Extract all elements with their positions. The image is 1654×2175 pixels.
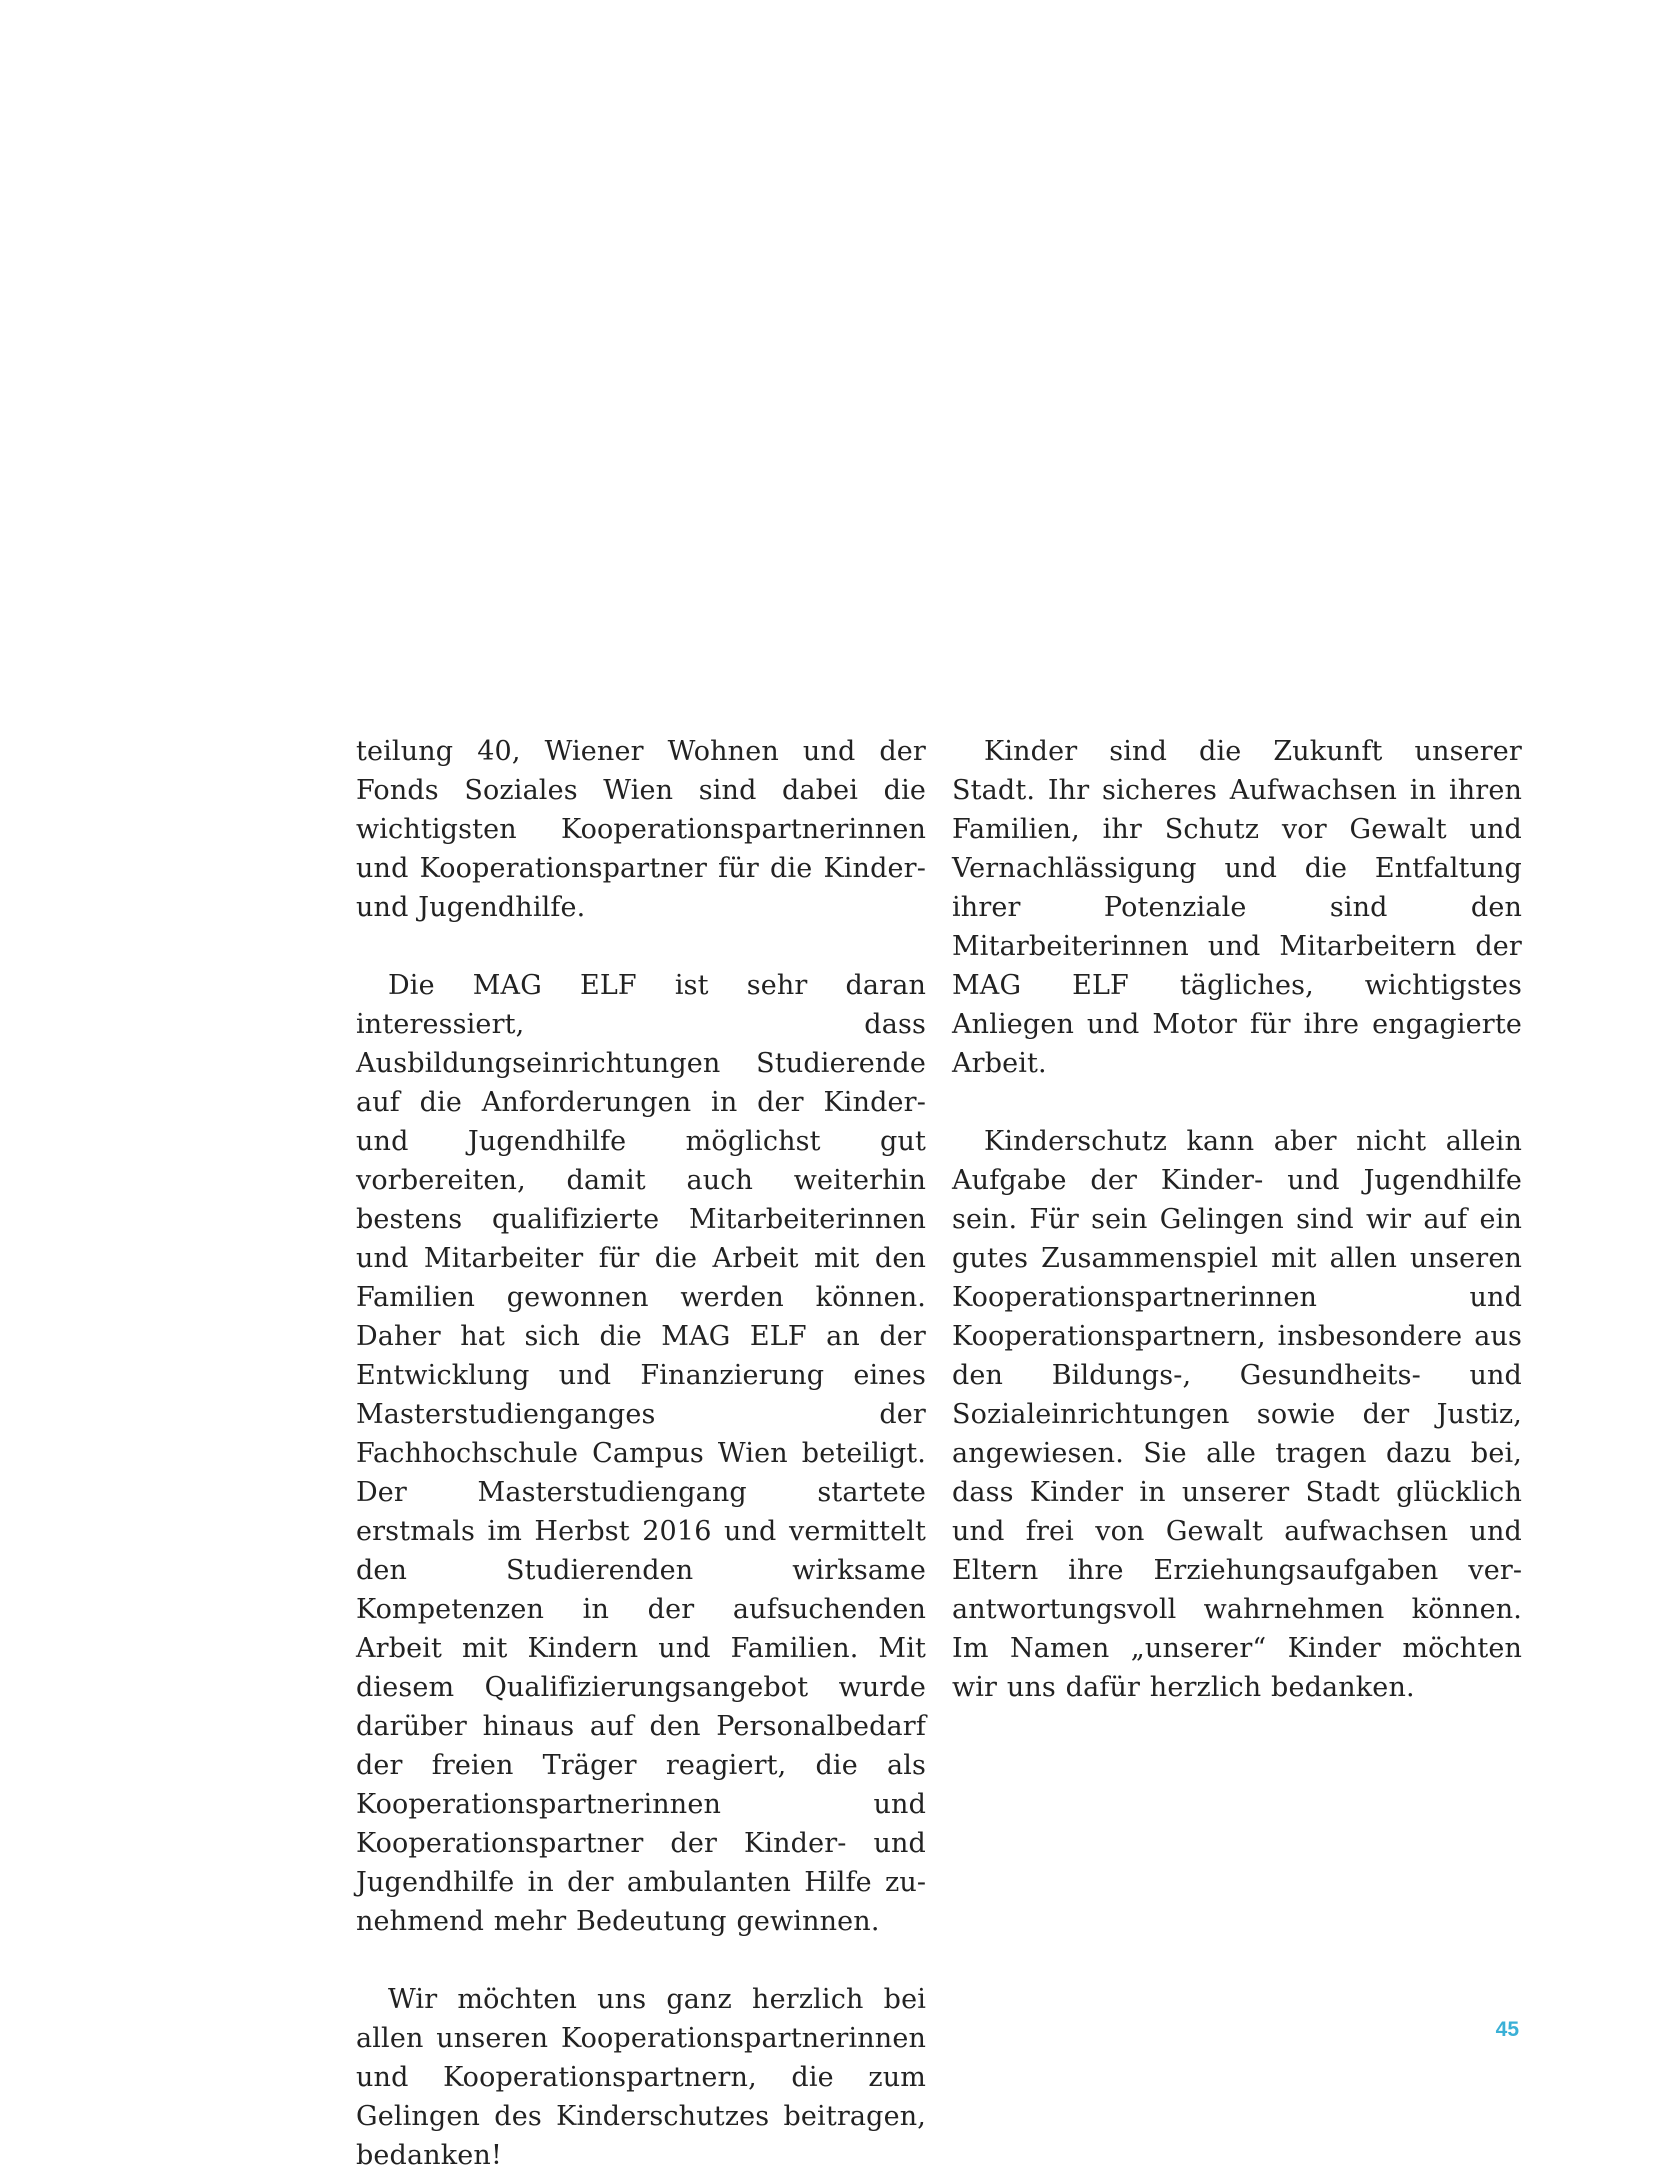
paragraph-child-protection: Kinderschutz kann aber nicht allein Aufgabe der Kinder- und Jugendhilfe sein. Für sein Gelingen sind wir auf ein gutes Zusammenspiel mit allen unseren Kooperationspartnerinnen und Kooperationspartnern, insbesondere aus den Bildungs-, Gesundheits- und Sozialeinrichtungen sowie der Justiz, angewiesen. Sie alle tragen dazu bei, dass Kinder in unserer Stadt glücklich und frei von Gewalt aufwachsen und Eltern ihre Erziehungsaufgaben verantwortungsvoll wahrnehmen können. Im Namen „unserer“ Kinder möchten wir uns dafür herzlich bedanken. — [952, 1126, 1522, 1703]
paragraph-cooperation-partners: teilung 40, Wiener Wohnen und der Fonds Soziales Wien sind dabei die wichtigsten Kooperationspartnerinnen und Kooperationspartner für die Kinder- und Jugendhilfe. — [356, 736, 926, 923]
text-column-right — [952, 732, 1522, 1707]
paragraph-education-masters: Die MAG ELF ist sehr daran interessiert, dass Ausbildungseinrichtungen Studierende auf die Anforderungen in der Kinder- und Jugendhilfe möglichst gut vorbereiten, damit auch weiterhin bestens qualifizierte Mitarbeiterinnen und Mitarbeiter für die Arbeit mit den Familien gewonnen werden können. Daher hat sich die MAG ELF an der Entwicklung und Finanzierung eines Masterstudienganges der Fachhochschule Campus Wien beteiligt. Der Masterstudiengang startete erstmals im Herbst 2016 und vermittelt den Studierenden wirksame Kompetenzen in der aufsuchenden Arbeit mit Kindern und Familien. Mit diesem Qualifizierungsangebot wurde darüber hinaus auf den Personalbedarf der freien Träger reagiert, die als Kooperationspartnerinnen und Kooperationspartner der Kinder- und Jugendhilfe in der ambulanten Hilfe zunehmend mehr Bedeutung gewinnen. — [356, 970, 926, 1937]
text-column-left — [356, 732, 926, 2175]
paragraph-thanks-partners: Wir möchten uns ganz herzlich bei allen unseren Kooperationspartnerinnen und Kooperationspartnern, die zum Gelingen des Kinderschutzes beitragen, bedanken! — [356, 1984, 926, 2171]
page-number: 45 — [1495, 2018, 1519, 2041]
paragraph-children-future: Kinder sind die Zukunft unserer Stadt. Ihr sicheres Aufwachsen in ihren Familien, ihr Schutz vor Gewalt und Vernachlässigung und die Entfaltung ihrer Potenziale sind den Mitarbeiterinnen und Mitarbeitern der MAG ELF tägliches, wichtigstes Anliegen und Motor für ihre engagierte Arbeit. — [952, 736, 1522, 1079]
